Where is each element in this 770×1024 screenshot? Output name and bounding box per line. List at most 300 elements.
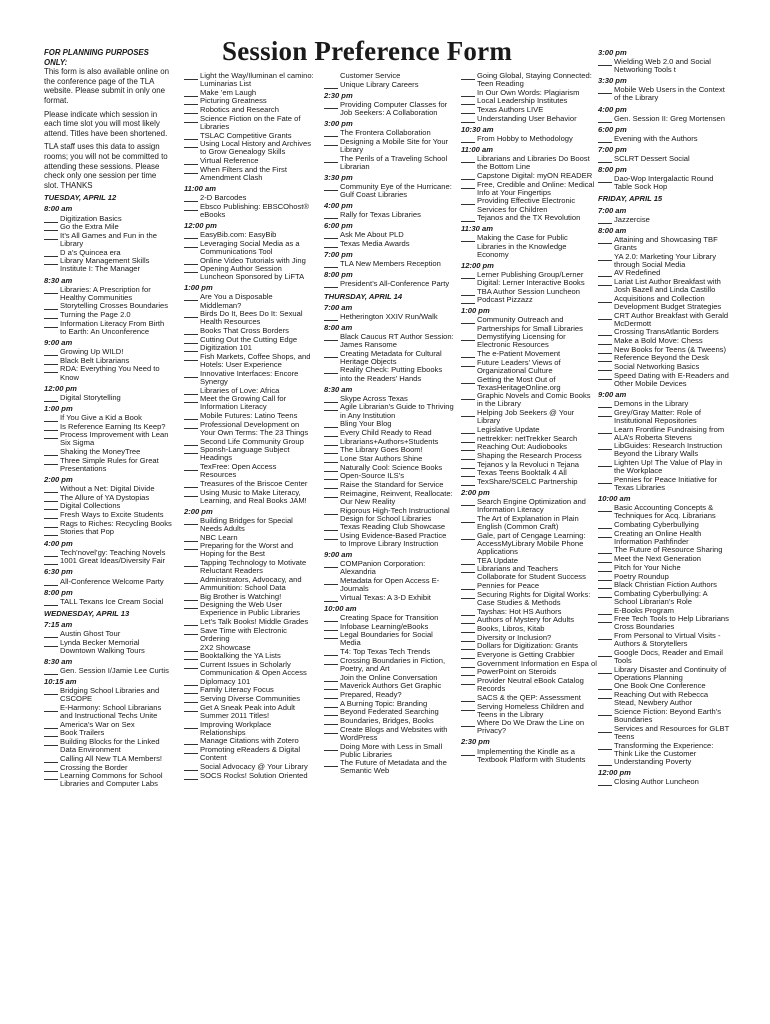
session-title: Designing the Web User Experience in Public Libraries	[200, 600, 301, 618]
check-blank[interactable]	[324, 455, 338, 463]
check-blank[interactable]	[598, 312, 612, 320]
check-blank[interactable]	[461, 634, 475, 642]
session-title: Reaching Out with Rebecca Stead, Newbery Author	[614, 690, 709, 708]
check-blank[interactable]	[598, 476, 612, 484]
check-blank[interactable]	[598, 363, 612, 371]
check-blank[interactable]	[184, 344, 198, 352]
check-blank[interactable]	[184, 721, 198, 729]
check-blank[interactable]	[184, 336, 198, 344]
check-blank[interactable]	[184, 644, 198, 652]
check-blank[interactable]	[598, 758, 612, 766]
check-blank[interactable]	[324, 648, 338, 656]
check-blank[interactable]	[184, 395, 198, 403]
time-slot-heading: 8:30 am	[44, 275, 73, 285]
check-blank[interactable]	[598, 278, 612, 286]
check-blank[interactable]	[598, 573, 612, 581]
session-title: Hetherington XXIV Run/Walk	[340, 311, 438, 321]
check-blank[interactable]	[598, 372, 612, 380]
check-blank[interactable]	[324, 240, 338, 248]
check-blank[interactable]	[598, 236, 612, 244]
session-title: Unique Library Careers	[340, 79, 419, 89]
check-blank[interactable]	[598, 725, 612, 733]
check-blank[interactable]	[184, 115, 198, 123]
check-blank[interactable]	[324, 682, 338, 690]
session-option	[461, 392, 597, 408]
check-blank[interactable]	[598, 135, 612, 143]
check-blank[interactable]	[44, 704, 58, 712]
check-blank[interactable]	[184, 695, 198, 703]
check-blank[interactable]	[598, 615, 612, 623]
session-title: The Library Goes Boom!	[340, 445, 423, 455]
check-blank[interactable]	[598, 155, 612, 163]
check-blank[interactable]	[184, 370, 198, 378]
check-blank[interactable]	[598, 328, 612, 336]
check-blank[interactable]	[184, 412, 198, 420]
check-blank[interactable]	[44, 365, 58, 373]
session-option	[461, 694, 597, 702]
session-option	[598, 253, 730, 269]
session-title: Closing Author Luncheon	[614, 777, 699, 787]
session-option	[598, 555, 730, 563]
session-title: Where Do We Draw the Line on Privacy?	[477, 718, 585, 736]
check-blank[interactable]	[44, 729, 58, 737]
check-blank[interactable]	[324, 631, 338, 639]
check-blank[interactable]	[44, 485, 58, 493]
check-blank[interactable]	[324, 717, 338, 725]
check-blank[interactable]	[184, 737, 198, 745]
check-blank[interactable]	[461, 350, 475, 358]
check-blank[interactable]	[324, 129, 338, 137]
session-title: Poetry Roundup	[614, 571, 669, 581]
column-4-sessions	[461, 72, 597, 764]
check-blank[interactable]	[598, 607, 612, 615]
check-blank[interactable]	[44, 302, 58, 310]
check-blank[interactable]	[598, 86, 612, 94]
check-blank[interactable]	[324, 183, 338, 191]
check-blank[interactable]	[461, 359, 475, 367]
check-blank[interactable]	[184, 97, 198, 105]
check-blank[interactable]	[461, 234, 475, 242]
check-blank[interactable]	[184, 353, 198, 361]
check-blank[interactable]	[324, 395, 338, 403]
check-blank[interactable]	[184, 559, 198, 567]
check-blank[interactable]	[184, 72, 198, 80]
check-blank[interactable]	[184, 576, 198, 584]
session-title: Serving Homeless Children and Teens in the Library	[477, 701, 584, 719]
check-blank[interactable]	[324, 577, 338, 585]
session-title: Crossing Boundaries in Fiction, Poetry, and Art	[340, 655, 446, 673]
check-blank[interactable]	[461, 435, 475, 443]
check-blank[interactable]	[461, 557, 475, 565]
session-option	[44, 457, 172, 473]
check-blank[interactable]	[461, 172, 475, 180]
check-blank[interactable]	[598, 504, 612, 512]
check-blank[interactable]	[598, 590, 612, 598]
check-blank[interactable]	[461, 106, 475, 114]
check-blank[interactable]	[184, 772, 198, 780]
check-blank[interactable]	[324, 333, 338, 341]
check-blank[interactable]	[184, 746, 198, 754]
check-blank[interactable]	[184, 194, 198, 202]
check-blank[interactable]	[44, 448, 58, 456]
check-blank[interactable]	[461, 677, 475, 685]
check-blank[interactable]	[598, 115, 612, 123]
check-blank[interactable]	[44, 423, 58, 431]
check-blank[interactable]	[461, 72, 475, 80]
check-blank[interactable]	[461, 89, 475, 97]
check-blank[interactable]	[184, 480, 198, 488]
check-blank[interactable]	[44, 755, 58, 763]
check-blank[interactable]	[461, 608, 475, 616]
check-blank[interactable]	[598, 337, 612, 345]
check-blank[interactable]	[324, 81, 338, 89]
time-slot-heading: 2:00 pm	[184, 506, 213, 516]
check-blank[interactable]	[44, 528, 58, 536]
check-blank[interactable]	[44, 215, 58, 223]
check-blank[interactable]	[324, 507, 338, 515]
session-title: Promoting eReaders & Digital Content	[200, 745, 301, 763]
check-blank[interactable]	[184, 387, 198, 395]
check-blank[interactable]	[461, 532, 475, 540]
session-title: Shaping the Research Process	[477, 450, 582, 460]
check-blank[interactable]	[461, 668, 475, 676]
intro-paragraph-1: This form is also available online on the conference page of the TLA website. Please submit in only one format.	[44, 67, 169, 105]
time-slot-heading: 4:00 pm	[598, 104, 627, 114]
check-blank[interactable]	[184, 763, 198, 771]
check-blank[interactable]	[598, 409, 612, 417]
check-blank[interactable]	[184, 678, 198, 686]
check-blank[interactable]	[324, 366, 338, 374]
check-blank[interactable]	[44, 639, 58, 647]
check-blank[interactable]	[598, 555, 612, 563]
check-blank[interactable]	[324, 726, 338, 734]
check-blank[interactable]	[44, 457, 58, 465]
session-option	[184, 231, 314, 239]
check-blank[interactable]	[184, 661, 198, 669]
session-option	[461, 532, 597, 556]
check-blank[interactable]	[461, 625, 475, 633]
check-blank[interactable]	[44, 772, 58, 780]
check-blank[interactable]	[324, 708, 338, 716]
check-blank[interactable]	[461, 271, 475, 279]
check-blank[interactable]	[598, 426, 612, 434]
check-blank[interactable]	[184, 89, 198, 97]
check-blank[interactable]	[598, 253, 612, 261]
check-blank[interactable]	[598, 295, 612, 303]
check-blank[interactable]	[598, 400, 612, 408]
check-blank[interactable]	[598, 546, 612, 554]
check-blank[interactable]	[44, 320, 58, 328]
check-blank[interactable]	[184, 106, 198, 114]
session-title: Booktalking the YA Lists	[200, 651, 281, 661]
check-blank[interactable]	[324, 657, 338, 665]
check-blank[interactable]	[184, 166, 198, 174]
check-blank[interactable]	[461, 214, 475, 222]
session-title: Science Fiction: Beyond Earth’s Boundaries	[614, 706, 722, 725]
check-blank[interactable]	[461, 197, 475, 205]
check-blank[interactable]	[324, 700, 338, 708]
check-blank[interactable]	[184, 231, 198, 239]
check-blank[interactable]	[324, 313, 338, 321]
check-blank[interactable]	[324, 691, 338, 699]
check-blank[interactable]	[44, 598, 58, 606]
check-blank[interactable]	[461, 392, 475, 400]
check-blank[interactable]	[461, 748, 475, 756]
session-title: Reaching Out: Audiobooks	[477, 442, 567, 452]
check-blank[interactable]	[44, 394, 58, 402]
session-title: Designing a Mobile Site for Your Library	[340, 136, 449, 154]
session-option	[184, 480, 314, 488]
check-blank[interactable]	[324, 101, 338, 109]
session-title: All-Conference Welcome Party	[60, 576, 164, 586]
check-blank[interactable]	[184, 327, 198, 335]
session-option	[184, 353, 314, 369]
check-blank[interactable]	[461, 694, 475, 702]
check-blank[interactable]	[461, 660, 475, 668]
check-blank[interactable]	[598, 742, 612, 750]
session-option	[44, 414, 172, 422]
check-blank[interactable]	[44, 257, 58, 265]
session-title: EasyBib.com: EasyBib	[200, 230, 277, 240]
check-blank[interactable]	[44, 286, 58, 294]
check-blank[interactable]	[598, 691, 612, 699]
check-blank[interactable]	[598, 216, 612, 224]
check-blank[interactable]	[598, 58, 612, 66]
day-heading: WEDNESDAY, APRIL 13	[44, 608, 130, 618]
check-blank[interactable]	[184, 203, 198, 211]
session-title: Infobase Learning/eBooks	[340, 621, 429, 631]
check-blank[interactable]	[44, 502, 58, 510]
check-blank[interactable]	[324, 138, 338, 146]
check-blank[interactable]	[184, 618, 198, 626]
check-blank[interactable]	[598, 346, 612, 354]
check-blank[interactable]	[184, 265, 198, 273]
check-blank[interactable]	[598, 682, 612, 690]
check-blank[interactable]	[184, 257, 198, 265]
check-blank[interactable]	[44, 549, 58, 557]
check-blank[interactable]	[461, 426, 475, 434]
session-title: Crossing the Border	[60, 762, 128, 772]
check-blank[interactable]	[44, 578, 58, 586]
check-blank[interactable]	[598, 459, 612, 467]
check-blank[interactable]	[461, 478, 475, 486]
check-blank[interactable]	[461, 155, 475, 163]
session-option	[184, 72, 314, 88]
session-option	[324, 429, 454, 437]
check-blank[interactable]	[324, 743, 338, 751]
session-option	[598, 442, 730, 458]
session-title: Reference Beyond the Desk	[614, 353, 709, 363]
check-blank[interactable]	[461, 565, 475, 573]
check-blank[interactable]	[461, 97, 475, 105]
check-blank[interactable]	[461, 642, 475, 650]
check-blank[interactable]	[324, 350, 338, 358]
check-blank[interactable]	[461, 703, 475, 711]
check-blank[interactable]	[598, 269, 612, 277]
check-blank[interactable]	[461, 409, 475, 417]
check-blank[interactable]	[324, 420, 338, 428]
check-blank[interactable]	[461, 135, 475, 143]
session-title: Provider Neutral eBook Catalog Records	[477, 676, 584, 694]
check-blank[interactable]	[324, 481, 338, 489]
check-blank[interactable]	[44, 687, 58, 695]
check-blank[interactable]	[184, 140, 198, 148]
check-blank[interactable]	[184, 293, 198, 301]
check-blank[interactable]	[598, 442, 612, 450]
session-title: Birds Do It, Bees Do It: Sexual Health Resources	[200, 309, 303, 327]
check-blank[interactable]	[461, 651, 475, 659]
check-blank[interactable]	[324, 429, 338, 437]
check-blank[interactable]	[461, 719, 475, 727]
check-blank[interactable]	[461, 181, 475, 189]
session-option	[598, 278, 730, 294]
check-blank[interactable]	[461, 515, 475, 523]
check-blank[interactable]	[184, 310, 198, 318]
check-blank[interactable]	[598, 708, 612, 716]
session-option	[324, 717, 454, 725]
check-blank[interactable]	[324, 260, 338, 268]
session-option	[324, 350, 454, 366]
session-title: Librarians+Authors+Students	[340, 436, 439, 446]
check-blank[interactable]	[324, 464, 338, 472]
check-blank[interactable]	[184, 601, 198, 609]
check-blank[interactable]	[44, 630, 58, 638]
check-blank[interactable]	[461, 333, 475, 341]
check-blank[interactable]	[324, 155, 338, 163]
check-blank[interactable]	[324, 211, 338, 219]
check-blank[interactable]	[184, 627, 198, 635]
session-option	[461, 214, 597, 222]
check-blank[interactable]	[598, 778, 612, 786]
check-blank[interactable]	[598, 175, 612, 183]
check-blank[interactable]	[461, 591, 475, 599]
check-blank[interactable]	[598, 521, 612, 529]
session-option	[461, 426, 597, 434]
check-blank[interactable]	[44, 311, 58, 319]
check-blank[interactable]	[44, 738, 58, 746]
session-title: YA 2.0: Marketing Your Library through Social Media	[614, 251, 717, 269]
check-blank[interactable]	[461, 469, 475, 477]
session-title: Open-Source ILS’s	[340, 471, 405, 481]
check-blank[interactable]	[461, 461, 475, 469]
check-blank[interactable]	[598, 581, 612, 589]
check-blank[interactable]	[44, 764, 58, 772]
session-option	[598, 115, 730, 123]
check-blank[interactable]	[324, 490, 338, 498]
check-blank[interactable]	[184, 489, 198, 497]
check-blank[interactable]	[184, 517, 198, 525]
check-blank[interactable]	[598, 354, 612, 362]
check-blank[interactable]	[184, 542, 198, 550]
check-blank[interactable]	[44, 414, 58, 422]
session-option	[598, 86, 730, 102]
check-blank[interactable]	[44, 557, 58, 565]
check-blank[interactable]	[461, 288, 475, 296]
session-option	[598, 691, 730, 707]
check-blank[interactable]	[598, 530, 612, 538]
check-blank[interactable]	[461, 376, 475, 384]
check-blank[interactable]	[461, 443, 475, 451]
check-blank[interactable]	[324, 674, 338, 682]
session-title: Raise the Standard for Service	[340, 480, 444, 490]
session-option	[461, 625, 597, 633]
check-blank[interactable]	[324, 560, 338, 568]
session-option	[324, 260, 454, 268]
check-blank[interactable]	[324, 438, 338, 446]
check-blank[interactable]	[461, 582, 475, 590]
check-blank[interactable]	[184, 240, 198, 248]
check-blank[interactable]	[184, 652, 198, 660]
time-slot-heading: 1:00 pm	[461, 306, 490, 316]
check-blank[interactable]	[184, 421, 198, 429]
check-blank[interactable]	[324, 614, 338, 622]
check-blank[interactable]	[324, 623, 338, 631]
session-title: Improving Workplace Relationships	[200, 719, 272, 737]
check-blank[interactable]	[324, 446, 338, 454]
session-title: Library Management Skills Institute I: The Manager	[60, 256, 150, 274]
check-blank[interactable]	[44, 357, 58, 365]
check-blank[interactable]	[598, 666, 612, 674]
check-blank[interactable]	[184, 132, 198, 140]
check-blank[interactable]	[598, 649, 612, 657]
time-slot-heading: 9:00 am	[324, 550, 353, 560]
check-blank[interactable]	[44, 494, 58, 502]
check-blank[interactable]	[44, 721, 58, 729]
check-blank[interactable]	[44, 223, 58, 231]
check-blank[interactable]	[324, 759, 338, 767]
time-slot-heading: 7:00 am	[324, 302, 353, 312]
check-blank[interactable]	[324, 532, 338, 540]
session-title: RDA: Everything You Need to Know	[60, 364, 160, 382]
check-blank[interactable]	[184, 446, 198, 454]
check-blank[interactable]	[461, 316, 475, 324]
check-blank[interactable]	[461, 296, 475, 304]
check-blank[interactable]	[184, 157, 198, 165]
check-blank[interactable]	[44, 348, 58, 356]
check-blank[interactable]	[44, 520, 58, 528]
check-blank[interactable]	[461, 452, 475, 460]
check-blank[interactable]	[184, 463, 198, 471]
check-blank[interactable]	[184, 704, 198, 712]
check-blank[interactable]	[324, 523, 338, 531]
check-blank[interactable]	[461, 616, 475, 624]
check-blank[interactable]	[184, 438, 198, 446]
session-title: Building Blocks for the Linked Data Environment	[60, 737, 160, 755]
check-blank[interactable]	[44, 232, 58, 240]
session-title: Graphic Novels and Comic Books in the Library	[477, 391, 591, 409]
check-blank[interactable]	[324, 472, 338, 480]
check-blank[interactable]	[44, 511, 58, 519]
check-blank[interactable]	[598, 564, 612, 572]
check-blank[interactable]	[44, 249, 58, 257]
check-blank[interactable]	[324, 280, 338, 288]
session-title: Understanding User Behavior	[477, 113, 577, 123]
check-blank[interactable]	[184, 686, 198, 694]
check-blank[interactable]	[461, 115, 475, 123]
check-blank[interactable]	[184, 534, 198, 542]
check-blank[interactable]	[461, 498, 475, 506]
check-blank[interactable]	[598, 632, 612, 640]
session-title: Doing More with Less in Small Public Libraries	[340, 741, 443, 759]
check-blank[interactable]	[184, 593, 198, 601]
check-blank[interactable]	[44, 667, 58, 675]
check-blank[interactable]	[324, 231, 338, 239]
session-title: Three Simple Rules for Great Presentations	[60, 455, 159, 473]
check-blank[interactable]	[44, 431, 58, 439]
check-blank[interactable]	[324, 594, 338, 602]
check-blank[interactable]	[324, 403, 338, 411]
session-title: Make a Bold Move: Chess	[614, 336, 703, 346]
